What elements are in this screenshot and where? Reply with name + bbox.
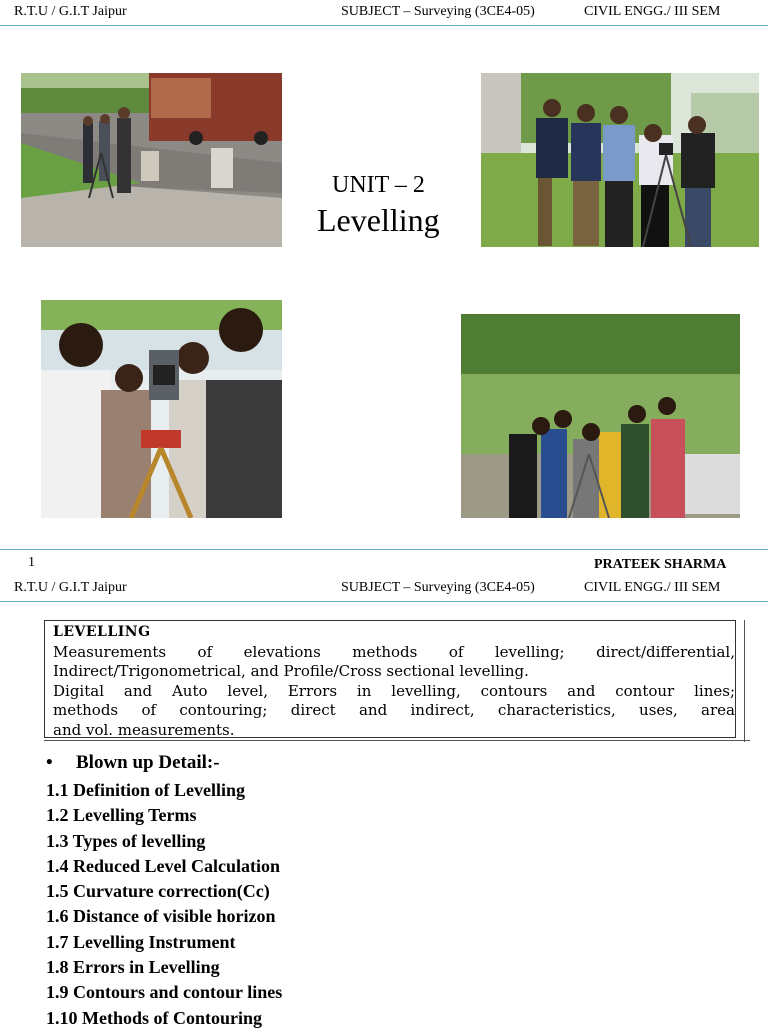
list-item: 1.2 Levelling Terms (46, 805, 197, 826)
roadside-survey-photo (21, 73, 282, 247)
list-item: 1.3 Types of levelling (46, 830, 206, 851)
field-survey-group-photo (461, 314, 740, 518)
list-item: 1.8 Errors in Levelling (46, 957, 220, 978)
page1-header (0, 0, 768, 26)
page2-header (0, 576, 768, 602)
team-with-level-photo (481, 73, 759, 247)
author-name: PRATEEK SHARMA (594, 557, 727, 572)
header-institute: R.T.U / G.I.T Jaipur (14, 4, 127, 19)
list-item: 1.7 Levelling Instrument (46, 931, 236, 952)
header-department: CIVIL ENGG./ III SEM (584, 4, 721, 19)
list-item: 1.10 Methods of Contouring (46, 1007, 263, 1028)
header-institute: R.T.U / G.I.T Jaipur (14, 580, 127, 595)
header-subject: SUBJECT – Surveying (3CE4-05) (341, 580, 535, 595)
header-subject: SUBJECT – Surveying (3CE4-05) (341, 4, 535, 19)
bullet-icon: • (46, 752, 53, 773)
syllabus-line: Indirect/Trigonometrical, and Profile/Cross sectional levelling. (53, 662, 529, 680)
topic-list (46, 778, 282, 1031)
list-item: 1.6 Distance of visible horizon (46, 906, 276, 927)
blown-up-title: Blown up Detail:- (76, 752, 220, 773)
syllabus-line: Digital and Auto level, Errors in levelling, contours and contour lines; (53, 681, 735, 700)
unit-number: UNIT – 2 (332, 172, 425, 198)
syllabus-line: methods of contouring; direct and indirect, characteristics, uses, area (53, 701, 735, 719)
page1-footer-divider (0, 549, 768, 550)
list-item: 1.1 Definition of Levelling (46, 780, 245, 800)
syllabus-line: and vol. measurements. (53, 720, 235, 739)
list-item: 1.5 Curvature correction(Cc) (46, 881, 270, 902)
blown-up-heading (46, 752, 220, 774)
unit-title: Levelling (317, 202, 440, 238)
syllabus-box (44, 620, 736, 738)
table-border-tick (44, 740, 750, 741)
total-station-closeup-photo (41, 300, 282, 518)
table-border-tick (744, 620, 745, 742)
list-item: 1.4 Reduced Level Calculation (46, 855, 280, 876)
header-divider (0, 601, 768, 602)
header-divider (0, 25, 768, 26)
syllabus-heading: LEVELLING (53, 624, 151, 640)
syllabus-line: Measurements of elevations methods of levelling; direct/differential, (53, 642, 735, 661)
page-number: 1 (28, 555, 35, 570)
list-item: 1.9 Contours and contour lines (46, 982, 283, 1003)
header-department: CIVIL ENGG./ III SEM (584, 580, 721, 595)
